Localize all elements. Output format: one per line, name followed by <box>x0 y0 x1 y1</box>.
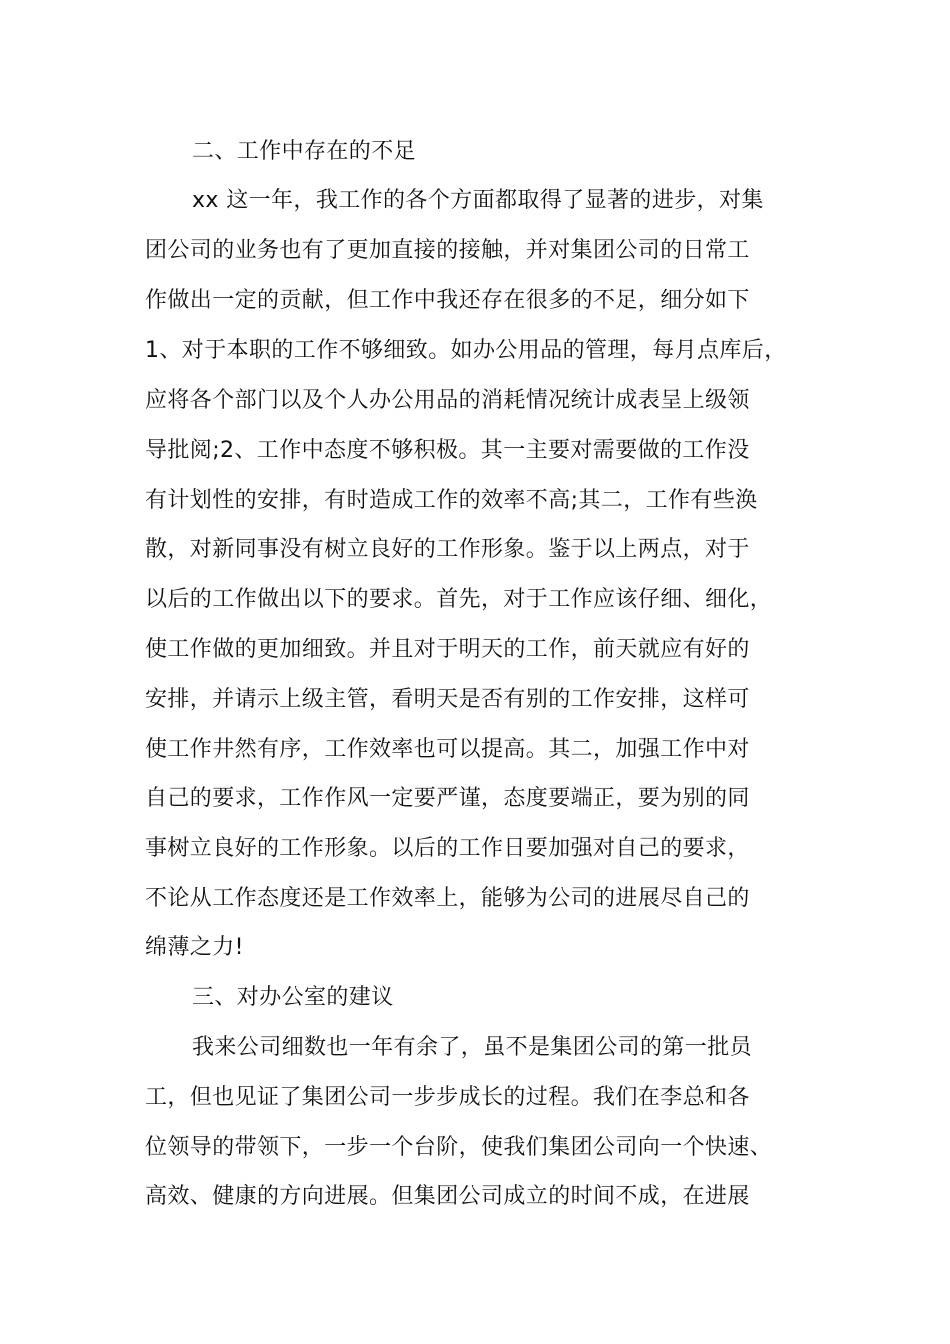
paragraph-line: 位领导的带领下，一步一个台阶，使我们集团公司向一个快速、 <box>145 1135 773 1160</box>
paragraph-line: 高效、健康的方向进展。但集团公司成立的时间不成，在进展 <box>145 1184 750 1209</box>
paragraph-line: 不论从工作态度还是工作效率上，能够为公司的进展尽自己的 <box>145 886 750 911</box>
paragraph-line: 绵薄之力! <box>145 935 244 960</box>
paragraph-line: 使工作做的更加细致。并且对于明天的工作，前天就应有好的 <box>145 637 750 662</box>
paragraph-line: 导批阅;2、工作中态度不够积极。其一主要对需要做的工作没 <box>145 438 750 463</box>
paragraph-line: 作做出一定的贡献，但工作中我还存在很多的不足，细分如下 <box>145 288 750 313</box>
paragraph-line: 事树立良好的工作形象。以后的工作日要加强对自己的要求， <box>145 836 750 861</box>
paragraph-line: 以后的工作做出以下的要求。首先，对于工作应该仔细、细化， <box>145 587 773 612</box>
paragraph-line: 有计划性的安排，有时造成工作的效率不高;其二，工作有些涣 <box>145 488 758 513</box>
paragraph-line: 团公司的业务也有了更加直接的接触，并对集团公司的日常工 <box>145 238 750 263</box>
paragraph-line: 1、对于本职的工作不够细致。如办公用品的管理，每月点库后， <box>145 338 787 363</box>
paragraph-line: 自己的要求，工作作风一定要严谨，态度要端正，要为别的同 <box>145 786 750 811</box>
paragraph-line: xx 这一年，我工作的各个方面都取得了显著的进步，对集 <box>192 188 764 213</box>
section-heading-3: 三、对办公室的建议 <box>192 985 394 1010</box>
paragraph-line: 使工作井然有序，工作效率也可以提高。其二，加强工作中对 <box>145 737 750 762</box>
paragraph-line: 我来公司细数也一年有余了，虽不是集团公司的第一批员 <box>192 1035 753 1060</box>
paragraph-line: 应将各个部门以及个人办公用品的消耗情况统计成表呈上级领 <box>145 388 750 413</box>
section-heading-2: 二、工作中存在的不足 <box>192 139 417 164</box>
paragraph-line: 工，但也见证了集团公司一步步成长的过程。我们在李总和各 <box>145 1085 750 1110</box>
paragraph-line: 散，对新同事没有树立良好的工作形象。鉴于以上两点，对于 <box>145 537 750 562</box>
paragraph-line: 安排，并请示上级主管，看明天是否有别的工作安排，这样可 <box>145 687 750 712</box>
